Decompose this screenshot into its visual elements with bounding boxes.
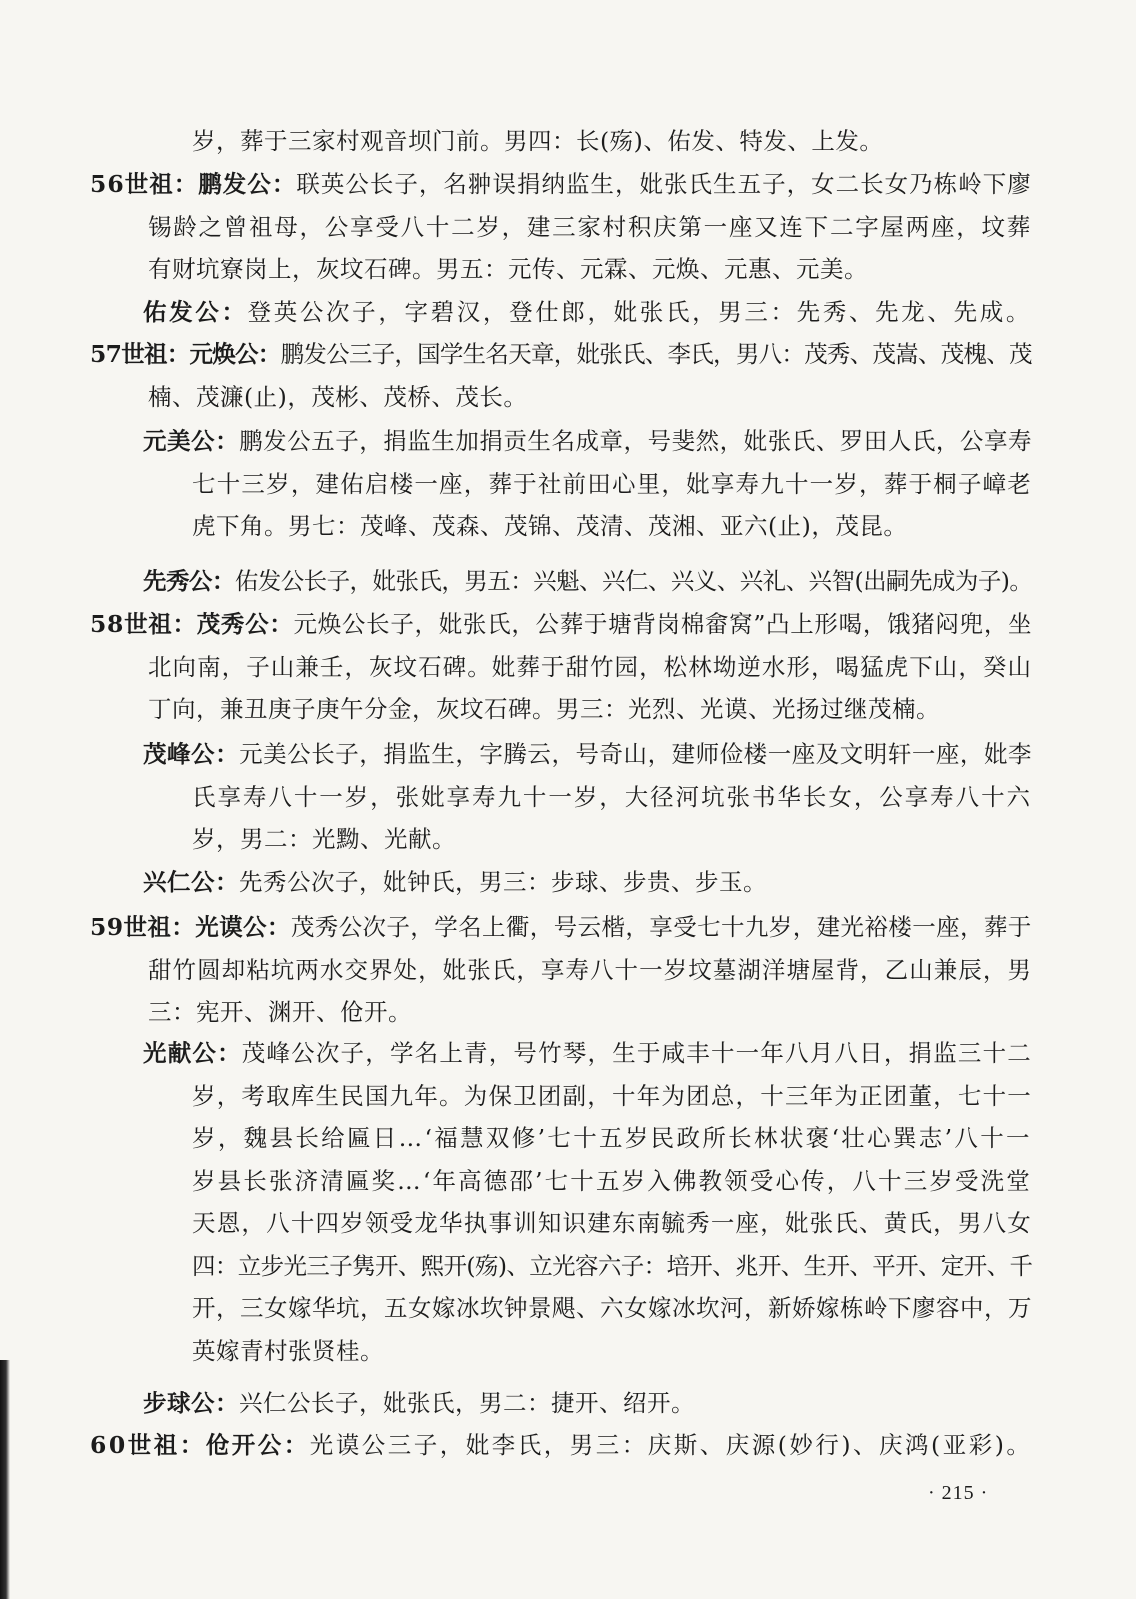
entry-line: 岁，葬于三家村观音坝门前。男四：长(殇)、佑发、特发、上发。 (192, 127, 884, 155)
entry-line (90, 1424, 1032, 1467)
entry-line: 七十三岁，建佑启楼一座，葬于社前田心里，妣享寿九十一岁，葬于桐子嶂老 (192, 469, 1032, 498)
entry-line: 甜竹圆却粘坑两水交界处，妣张氏，享寿八十一岁坟墓湖洋塘屋背，乙山兼辰，男 (148, 955, 1032, 984)
entry-line (143, 1032, 1032, 1075)
generation-label: 60世祖： (90, 1431, 206, 1459)
entry-line: 三：宪开、渊开、伧开。 (148, 998, 412, 1026)
entry-line: 岁县长张济清匾奖…‘年高德邵’七十五岁入佛教领受心传，八十三岁受洗堂 (192, 1166, 1032, 1195)
ancestor-name: 先秀公： (143, 567, 235, 595)
ancestor-name: 伧开公： (205, 1431, 310, 1459)
entry-line: 虎下角。男七：茂峰、茂森、茂锦、茂清、茂湘、亚六(止)，茂昆。 (192, 512, 908, 540)
entry-line (143, 861, 767, 904)
entry-line (90, 906, 1032, 949)
entry-line (143, 733, 1032, 776)
entry-text: 兴仁公长子，妣张氏，男二：捷开、绍开。 (239, 1389, 695, 1417)
entry-text: 登英公次子，字碧汉，登仕郎，妣张氏，男三：先秀、先龙、先成。 (247, 298, 1033, 326)
entry-line: 锡龄之曾祖母，公享受八十二岁，建三家村积庆第一座又连下二字屋两座，坟葬 (148, 212, 1032, 241)
ancestor-name: 光献公： (143, 1039, 242, 1067)
ancestor-name: 元美公： (143, 427, 240, 455)
ancestor-name: 步球公： (143, 1389, 239, 1417)
page-number: · 215 · (928, 1482, 989, 1504)
entry-line (143, 560, 1032, 603)
entry-text: 鹏发公三子，国学生名天章，妣张氏、李氏，男八：茂秀、茂嵩、茂槐、茂 (280, 340, 1032, 368)
entry-line: 岁，魏县长给匾日…‘福慧双修’七十五岁民政所长林状褒‘壮心巽志’八十一 (192, 1124, 1032, 1152)
ancestor-name: 佑发公： (143, 298, 248, 326)
ancestor-name: 光谟公： (195, 913, 291, 941)
ancestor-name: 茂秀公： (196, 610, 294, 638)
entry-line: 天恩，八十四岁领受龙华执事训知识建东南毓秀一座，妣张氏、黄氏，男八女 (192, 1209, 1032, 1237)
entry-line: 氏享寿八十一岁，张妣享寿九十一岁，大径河坑张书华长女，公享寿八十六 (192, 782, 1032, 811)
entry-line (143, 291, 1032, 334)
entry-line (90, 603, 1032, 646)
entry-line: 楠、茂濂(止)，茂彬、茂桥、茂长。 (148, 382, 528, 411)
generation-label: 59世祖： (90, 913, 196, 941)
entry-line (143, 1382, 695, 1425)
entry-text: 茂秀公次子，学名上衢，号云楷，享受七十九岁，建光裕楼一座，葬于 (290, 913, 1032, 941)
generation-label: 57世祖： (90, 340, 190, 368)
entry-text: 光谟公三子，妣李氏，男三：庆斯、庆源(妙行)、庆鸿(亚彩)。 (309, 1431, 1033, 1459)
entry-line: 岁，考取库生民国九年。为保卫团副，十年为团总，十三年为正团董，七十一 (192, 1081, 1032, 1110)
entry-text: 鹏发公五子，捐监生加捐贡生名成章，号斐然，妣张氏、罗田人氏，公享寿 (239, 427, 1033, 455)
entry-line: 丁向，兼丑庚子庚午分金，灰坟石碑。男三：光烈、光谟、光扬过继茂楠。 (148, 695, 940, 723)
entry-text: 茂峰公次子，学名上青，号竹琴，生于咸丰十一年八月八日，捐监三十二 (241, 1039, 1033, 1067)
entry-text: 先秀公次子，妣钟氏，男三：步球、步贵、步玉。 (239, 868, 767, 896)
entry-line: 四：立步光三子隽开、熙开(殇)、立光容六子：培开、兆开、生开、平开、定开、千 (192, 1251, 1033, 1280)
generation-label: 58世祖： (90, 610, 197, 638)
entry-text: 联英公长子，名翀误捐纳监生，妣张氏生五子，女二长女乃栋岭下廖 (296, 170, 1032, 198)
entry-line (90, 333, 1032, 376)
entry-line: 开，三女嫁华坑，五女嫁冰坎钟景飓、六女嫁冰坎河，新娇嫁栋岭下廖容中，万 (192, 1294, 1032, 1322)
entry-line: 岁，男二：光黝、光献。 (192, 825, 456, 853)
entry-line (143, 420, 1032, 463)
ancestor-name: 兴仁公： (143, 868, 239, 896)
entry-line: 英嫁青村张贤桂。 (192, 1336, 384, 1365)
entry-text: 佑发公长子，妣张氏，男五：兴魁、兴仁、兴义、兴礼、兴智(出嗣先成为子)。 (234, 567, 1033, 595)
entry-text: 元焕公长子，妣张氏，公葬于塘背岗棉畲窝”凸上形喝，饿猪闷兜，坐 (293, 610, 1033, 638)
entry-line: 北向南，子山兼壬，灰坟石碑。妣葬于甜竹园，松林坳逆水形，喝猛虎下山，癸山 (148, 652, 1032, 681)
ancestor-name: 茂峰公： (143, 740, 240, 768)
scan-shadow-edge (0, 1360, 10, 1599)
entry-line (90, 163, 1032, 206)
generation-label: 56世祖： (90, 170, 199, 198)
entry-line: 有财坑寮岗上，灰坟石碑。男五：元传、元霖、元焕、元惠、元美。 (148, 255, 868, 283)
entry-text: 元美公长子，捐监生，字腾云，号奇山，建师俭楼一座及文明轩一座，妣李 (239, 740, 1033, 768)
ancestor-name: 元焕公： (189, 340, 281, 368)
ancestor-name: 鹏发公： (198, 170, 297, 198)
